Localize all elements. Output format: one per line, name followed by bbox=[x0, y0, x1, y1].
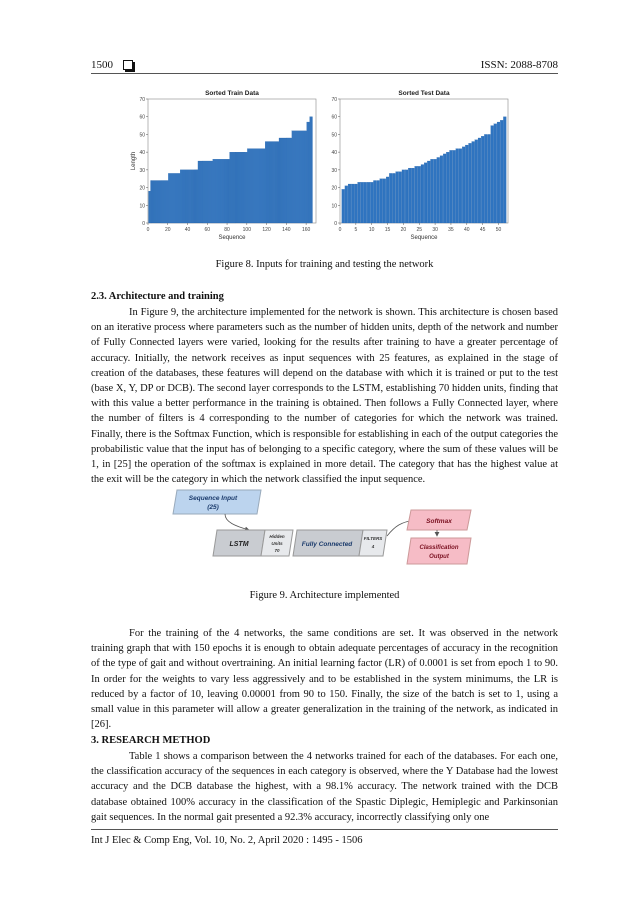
y-tick-label: 60 bbox=[331, 114, 337, 121]
y-tick-label: 70 bbox=[331, 97, 337, 103]
section-2-3-paragraph: In Figure 9, the architecture implemented for the network is shown. This architecture is chosen based on an iterative process where parameters such as the number of hidden units, depth of the network and number of Fully Connected layers were varied, looking for the results after training to have a greater percentage of accuracy. Initially, the network receives as input sequences with 25 features, as explained in the stage of creation of the databases, these features will depend on the database with which it is trained or put to the test (base X, Y, DP or DCB). The second layer corresponds to the LSTM, establishing 70 hidden units, finding that with this value a better performance in the training is obtained. Then follows a Fully Connected layer, where the number of filters is 4 corresponding to the number of categories for which the network was trained. Finally, there is the Softmax Function, which is responsible for establishing in each of the output categories the probabilistic value that the input has of belonging to a specific category, where the sum of these values will be 1, in [25] the operation of the softmax is explained in more detail. The category that has the highest value at the exit will be the category in which the network classified the input sequence. bbox=[91, 307, 558, 486]
bar bbox=[272, 142, 273, 223]
bar bbox=[250, 149, 251, 223]
bar bbox=[446, 152, 449, 223]
bar bbox=[488, 134, 491, 223]
x-tick-label: 0 bbox=[146, 227, 150, 233]
bar bbox=[240, 152, 241, 223]
bar bbox=[370, 182, 373, 223]
bar bbox=[273, 142, 274, 223]
bar bbox=[278, 142, 279, 223]
x-tick-label: 35 bbox=[448, 227, 454, 233]
bar bbox=[218, 159, 219, 223]
filters-value: 4 bbox=[371, 544, 375, 549]
bar bbox=[434, 159, 437, 223]
bar bbox=[453, 150, 456, 223]
bar bbox=[386, 177, 389, 223]
bar bbox=[396, 172, 399, 223]
bar bbox=[348, 184, 351, 223]
bar bbox=[484, 134, 487, 223]
bar bbox=[191, 170, 192, 223]
bar bbox=[276, 142, 277, 223]
bar bbox=[251, 149, 252, 223]
y-axis-label: Length bbox=[131, 151, 137, 171]
section-2-3-heading: 2.3. Architecture and training bbox=[91, 291, 224, 302]
bar bbox=[155, 180, 156, 223]
y-tick-label: 10 bbox=[331, 203, 337, 210]
x-tick-label: 100 bbox=[242, 227, 251, 233]
bar bbox=[203, 161, 204, 223]
bar bbox=[255, 149, 256, 223]
bar bbox=[443, 154, 446, 223]
bar bbox=[310, 117, 311, 223]
bar bbox=[291, 138, 292, 223]
y-tick-label: 50 bbox=[331, 132, 337, 139]
bar bbox=[288, 138, 289, 223]
bar bbox=[491, 126, 494, 223]
bar bbox=[149, 191, 150, 223]
bar bbox=[228, 159, 229, 223]
bar bbox=[181, 170, 182, 223]
bar bbox=[224, 159, 225, 223]
bar bbox=[271, 142, 272, 223]
bar bbox=[260, 149, 261, 223]
bar bbox=[230, 152, 231, 223]
bar bbox=[227, 159, 228, 223]
bar bbox=[342, 189, 345, 223]
bar bbox=[264, 149, 265, 223]
y-tick-label: 0 bbox=[334, 221, 337, 227]
bar bbox=[257, 149, 258, 223]
section-3-heading: 3. RESEARCH METHOD bbox=[91, 735, 211, 746]
bar bbox=[377, 180, 380, 223]
bar bbox=[189, 170, 190, 223]
bar bbox=[200, 161, 201, 223]
bar bbox=[295, 131, 296, 223]
bar bbox=[236, 152, 237, 223]
bar bbox=[283, 138, 284, 223]
bar bbox=[294, 131, 295, 223]
bar bbox=[157, 180, 158, 223]
bar bbox=[183, 170, 184, 223]
bar bbox=[152, 180, 153, 223]
bar bbox=[282, 138, 283, 223]
bar bbox=[450, 150, 453, 223]
bar bbox=[421, 165, 424, 223]
figure9-caption: Figure 9. Architecture implemented bbox=[249, 590, 400, 601]
bar bbox=[212, 161, 213, 223]
bar bbox=[187, 170, 188, 223]
bar bbox=[237, 152, 238, 223]
bar bbox=[415, 166, 418, 223]
bar bbox=[159, 180, 160, 223]
section-3-paragraph: Table 1 shows a comparison between the 4 networks trained for each of the databases. For each one, the classification accuracy of the sequences in each category is observed, where the Y Database had the lowest accuracy and the DCB database the highest, with a 98.1% accuracy. The network trained with the DCB database obtained 100% accuracy in the classification of the Spastic Diplegic, Hemiplegic and Parkinsonian gait sequences. In the normal gait presented a 92.3% accuracy, incorrectly classifying only one bbox=[91, 751, 558, 823]
y-tick-label: 0 bbox=[142, 221, 145, 227]
footer-citation: Int J Elec & Comp Eng, Vol. 10, No. 2, April 2020 : 1495 - 1506 bbox=[91, 835, 363, 846]
bar bbox=[170, 173, 171, 223]
x-tick-label: 10 bbox=[368, 227, 375, 233]
header-square-icon bbox=[123, 60, 133, 70]
chart-title: Sorted Test Data bbox=[398, 90, 450, 97]
bar bbox=[262, 149, 263, 223]
bar bbox=[430, 159, 433, 223]
bar bbox=[301, 131, 302, 223]
bar bbox=[235, 152, 236, 223]
bar bbox=[178, 173, 179, 223]
bar bbox=[202, 161, 203, 223]
sorted-train-chart bbox=[128, 86, 328, 248]
output-label: Output bbox=[429, 554, 449, 560]
hidden-units-label-1: Hidden bbox=[269, 534, 285, 539]
filters-block bbox=[359, 530, 387, 556]
bar bbox=[383, 179, 386, 223]
x-tick-label: 40 bbox=[184, 227, 191, 233]
bar bbox=[266, 142, 267, 223]
bar bbox=[437, 157, 440, 223]
y-tick-label: 30 bbox=[139, 167, 145, 174]
y-tick-label: 30 bbox=[331, 167, 337, 174]
sorted-test-chart bbox=[320, 86, 520, 248]
bar bbox=[168, 173, 169, 223]
x-tick-label: 30 bbox=[432, 227, 438, 233]
bar bbox=[180, 170, 181, 223]
bar bbox=[254, 149, 255, 223]
bar bbox=[275, 142, 276, 223]
bar bbox=[193, 170, 194, 223]
bar bbox=[308, 122, 309, 223]
bar bbox=[248, 149, 249, 223]
bar bbox=[238, 152, 239, 223]
bar bbox=[274, 142, 275, 223]
training-paragraph: For the training of the 4 networks, the same conditions are set. It was observed in the network training graph that with 150 epochs it is enough to obtain adequate percentages of accuracy in the recognition of the type of gait and without overtraining. An initial learning factor (LR) of 0.0001 is set from epoch 1 to 90. In order for the weights to vary less aggressively and to be established in the system minimums, the LR is reduced by a factor of 10, leaving 0.00001 from 90 to 150. Finally, the size of the batch is set to 1, using a small value in this parameter will allow a greater generalization in the training of the network, as indicated in [26]. bbox=[91, 628, 558, 731]
classification-output-block bbox=[407, 538, 471, 564]
bar bbox=[263, 149, 264, 223]
bar bbox=[158, 180, 159, 223]
bar bbox=[481, 136, 484, 223]
bar bbox=[427, 161, 430, 223]
bar bbox=[399, 172, 402, 223]
bar bbox=[456, 149, 459, 223]
bar bbox=[497, 122, 500, 223]
bar bbox=[231, 152, 232, 223]
bar bbox=[222, 159, 223, 223]
bar bbox=[210, 161, 211, 223]
sequence-input-label: Sequence Input bbox=[188, 495, 238, 502]
bar bbox=[281, 138, 282, 223]
bar bbox=[245, 152, 246, 223]
sequence-input-size: (25) bbox=[207, 504, 219, 511]
bar bbox=[307, 122, 308, 223]
bar bbox=[243, 152, 244, 223]
y-tick-label: 40 bbox=[331, 150, 337, 157]
bar bbox=[154, 180, 155, 223]
bar bbox=[265, 142, 266, 223]
bar bbox=[226, 159, 227, 223]
bar bbox=[279, 138, 280, 223]
classification-label: Classification bbox=[419, 545, 459, 551]
bar bbox=[247, 149, 248, 223]
bar bbox=[194, 170, 195, 223]
bar bbox=[286, 138, 287, 223]
y-tick-label: 20 bbox=[331, 185, 337, 192]
bar bbox=[261, 149, 262, 223]
bar bbox=[462, 147, 465, 223]
bar bbox=[373, 180, 376, 223]
x-tick-label: 45 bbox=[479, 227, 486, 233]
bar bbox=[223, 159, 224, 223]
bar bbox=[163, 180, 164, 223]
x-tick-label: 120 bbox=[262, 227, 271, 233]
bar bbox=[161, 180, 162, 223]
chart-title: Sorted Train Data bbox=[205, 90, 259, 97]
page-number: 1500 bbox=[91, 59, 113, 71]
bar bbox=[207, 161, 208, 223]
bar bbox=[219, 159, 220, 223]
bar bbox=[182, 170, 183, 223]
bar bbox=[405, 170, 408, 223]
bar bbox=[503, 117, 506, 223]
bar bbox=[305, 131, 306, 223]
figure8-caption: Figure 8. Inputs for training and testing the network bbox=[215, 259, 434, 270]
bar bbox=[171, 173, 172, 223]
y-tick-label: 60 bbox=[139, 114, 145, 121]
bar bbox=[293, 131, 294, 223]
bar bbox=[472, 142, 475, 223]
bar bbox=[351, 184, 354, 223]
bar bbox=[239, 152, 240, 223]
bar bbox=[225, 159, 226, 223]
x-axis-label: Sequence bbox=[218, 235, 246, 241]
bar bbox=[236, 152, 237, 223]
x-axis-label: Sequence bbox=[410, 235, 438, 241]
bar bbox=[152, 180, 153, 223]
bar bbox=[215, 159, 216, 223]
bar bbox=[292, 131, 293, 223]
bar bbox=[269, 142, 270, 223]
hidden-units-label-2: Units bbox=[271, 541, 283, 546]
bar bbox=[309, 122, 310, 223]
filters-label: FILTERS bbox=[363, 536, 383, 541]
bar bbox=[298, 131, 299, 223]
bar bbox=[242, 152, 243, 223]
bar bbox=[199, 161, 200, 223]
bar bbox=[303, 131, 304, 223]
bar bbox=[186, 170, 187, 223]
bar bbox=[290, 138, 291, 223]
bar bbox=[459, 149, 462, 223]
x-tick-label: 25 bbox=[416, 227, 423, 233]
header-rule bbox=[91, 73, 558, 74]
bar bbox=[246, 152, 247, 223]
bar bbox=[287, 138, 288, 223]
x-tick-label: 160 bbox=[301, 227, 311, 233]
bar bbox=[197, 170, 198, 223]
x-tick-label: 20 bbox=[400, 227, 407, 233]
bar bbox=[284, 138, 285, 223]
bar bbox=[475, 140, 478, 223]
bar bbox=[204, 161, 205, 223]
bar bbox=[380, 179, 383, 223]
bar bbox=[176, 173, 177, 223]
bar bbox=[296, 131, 297, 223]
bar bbox=[185, 170, 186, 223]
bar bbox=[408, 168, 411, 223]
bar bbox=[205, 161, 206, 223]
bar bbox=[345, 186, 348, 223]
architecture-diagram bbox=[165, 480, 485, 580]
bar bbox=[179, 173, 180, 223]
bar bbox=[196, 170, 197, 223]
bar bbox=[164, 180, 165, 223]
hidden-units-value: 70 bbox=[274, 548, 280, 553]
bar bbox=[198, 161, 199, 223]
bar bbox=[221, 159, 222, 223]
bar bbox=[312, 117, 313, 223]
bar bbox=[267, 142, 268, 223]
bar bbox=[249, 149, 250, 223]
bar bbox=[188, 170, 189, 223]
x-tick-label: 80 bbox=[224, 227, 230, 233]
bar bbox=[190, 170, 191, 223]
bar bbox=[297, 131, 298, 223]
bar bbox=[494, 124, 497, 223]
bar bbox=[232, 152, 233, 223]
bar bbox=[268, 142, 269, 223]
bar bbox=[285, 138, 286, 223]
bar bbox=[233, 152, 234, 223]
bar bbox=[440, 156, 443, 223]
bar bbox=[174, 173, 175, 223]
bar bbox=[304, 131, 305, 223]
footer-rule bbox=[91, 829, 558, 830]
y-tick-label: 70 bbox=[139, 97, 145, 103]
bar bbox=[354, 184, 357, 223]
bar bbox=[392, 173, 395, 223]
bar bbox=[220, 159, 221, 223]
bar bbox=[361, 182, 364, 223]
bar bbox=[280, 138, 281, 223]
bar bbox=[167, 180, 168, 223]
bar bbox=[162, 180, 163, 223]
bar bbox=[195, 170, 196, 223]
fully-connected-label: Fully Connected bbox=[301, 541, 353, 548]
x-tick-label: 40 bbox=[464, 227, 470, 233]
bar bbox=[172, 173, 173, 223]
bar bbox=[311, 117, 312, 223]
bar bbox=[478, 138, 481, 223]
bar bbox=[300, 131, 301, 223]
bar bbox=[364, 182, 367, 223]
bar bbox=[358, 182, 361, 223]
bar bbox=[209, 161, 210, 223]
bar bbox=[151, 180, 152, 223]
bar bbox=[418, 166, 421, 223]
bar bbox=[160, 180, 161, 223]
journal-issn: ISSN: 2088-8708 bbox=[480, 59, 558, 71]
bar bbox=[216, 159, 217, 223]
bar bbox=[208, 161, 209, 223]
bar bbox=[169, 173, 170, 223]
bar bbox=[217, 159, 218, 223]
bar bbox=[206, 161, 207, 223]
bar bbox=[156, 180, 157, 223]
bar bbox=[244, 152, 245, 223]
lstm-label: LSTM bbox=[229, 541, 249, 548]
bar bbox=[234, 152, 235, 223]
bar bbox=[175, 173, 176, 223]
bar bbox=[258, 149, 259, 223]
x-tick-label: 140 bbox=[282, 227, 291, 233]
bar bbox=[465, 145, 468, 223]
bar bbox=[302, 131, 303, 223]
bar bbox=[184, 170, 185, 223]
bar bbox=[211, 161, 212, 223]
x-tick-label: 0 bbox=[338, 227, 342, 233]
bar bbox=[424, 163, 427, 223]
bar bbox=[289, 138, 290, 223]
bar bbox=[214, 159, 215, 223]
bar bbox=[367, 182, 370, 223]
bar bbox=[411, 168, 414, 223]
bar bbox=[253, 149, 254, 223]
bar bbox=[402, 170, 405, 223]
x-tick-label: 20 bbox=[164, 227, 171, 233]
bar bbox=[277, 142, 278, 223]
bar bbox=[270, 142, 271, 223]
bar bbox=[469, 143, 472, 223]
x-tick-label: 5 bbox=[354, 227, 358, 233]
x-tick-label: 50 bbox=[495, 227, 502, 233]
bar bbox=[389, 173, 392, 223]
bar bbox=[256, 149, 257, 223]
bar bbox=[177, 173, 178, 223]
y-tick-label: 50 bbox=[139, 132, 145, 139]
bar bbox=[201, 161, 202, 223]
softmax-label: Softmax bbox=[426, 518, 452, 525]
y-tick-label: 10 bbox=[139, 203, 145, 210]
x-tick-label: 15 bbox=[384, 227, 391, 233]
y-tick-label: 20 bbox=[139, 185, 145, 192]
bar bbox=[241, 152, 242, 223]
bar bbox=[252, 149, 253, 223]
bar bbox=[259, 149, 260, 223]
bar bbox=[192, 170, 193, 223]
bar bbox=[299, 131, 300, 223]
bar bbox=[166, 180, 167, 223]
bar bbox=[213, 159, 214, 223]
bar bbox=[150, 191, 151, 223]
bar bbox=[500, 120, 503, 223]
bar bbox=[229, 159, 230, 223]
bar bbox=[173, 173, 174, 223]
y-tick-label: 40 bbox=[139, 150, 145, 157]
bar bbox=[153, 180, 154, 223]
x-tick-label: 60 bbox=[204, 227, 211, 233]
bar bbox=[165, 180, 166, 223]
bar bbox=[306, 131, 307, 223]
